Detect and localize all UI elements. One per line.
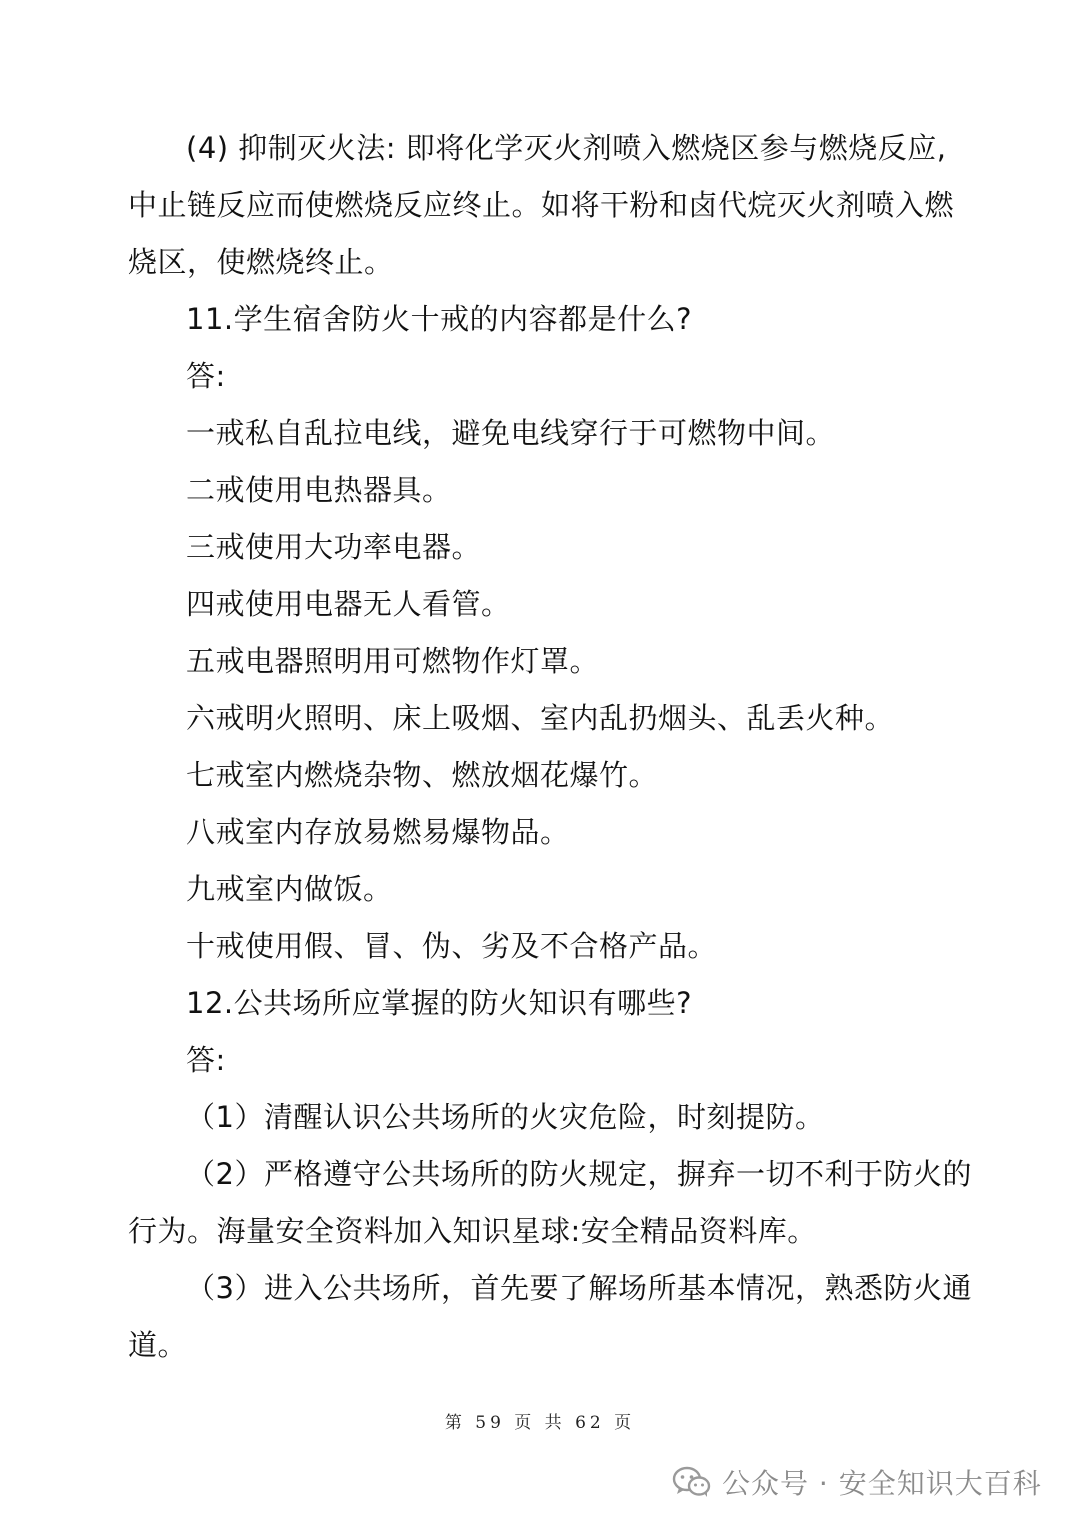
paragraph-line: （1）清醒认识公共场所的火灾危险，时刻提防。 <box>186 1100 825 1134</box>
paragraph-line: （3）进入公共场所，首先要了解场所基本情况，熟悉防火通 <box>186 1271 972 1305</box>
question-heading: 12.公共场所应掌握的防火知识有哪些? <box>186 986 693 1020</box>
paragraph-line: 行为。海量安全资料加入知识星球:安全精品资料库。 <box>128 1214 817 1248</box>
list-item: 五戒电器照明用可燃物作灯罩。 <box>186 644 600 678</box>
list-item: 七戒室内燃烧杂物、燃放烟花爆竹。 <box>186 758 659 792</box>
list-item: 一戒私自乱拉电线，避免电线穿行于可燃物中间。 <box>186 416 836 450</box>
answer-label: 答: <box>186 359 226 393</box>
paragraph-line: 中止链反应而使燃烧反应终止。如将干粉和卤代烷灭火剂喷入燃 <box>128 188 955 222</box>
list-item: 八戒室内存放易燃易爆物品。 <box>186 815 570 849</box>
page-number-footer: 第 59 页 共 62 页 <box>444 1413 636 1433</box>
list-item: 九戒室内做饭。 <box>186 872 393 906</box>
list-item: 六戒明火照明、床上吸烟、室内乱扔烟头、乱丢火种。 <box>186 701 895 735</box>
list-item: 二戒使用电热器具。 <box>186 473 452 507</box>
question-heading: 11.学生宿舍防火十戒的内容都是什么? <box>186 302 693 336</box>
watermark <box>672 1462 1042 1502</box>
list-item: 十戒使用假、冒、伪、劣及不合格产品。 <box>186 929 718 963</box>
list-item: 三戒使用大功率电器。 <box>186 530 482 564</box>
paragraph-line: （2）严格遵守公共场所的防火规定，摒弃一切不利于防火的 <box>186 1157 972 1191</box>
wechat-icon <box>672 1466 712 1498</box>
paragraph-line: (4) 抑制灭火法: 即将化学灭火剂喷入燃烧区参与燃烧反应, <box>186 131 947 165</box>
watermark-text: 公众号 · 安全知识大百科 <box>722 1467 1042 1500</box>
paragraph-line: 道。 <box>128 1328 188 1362</box>
answer-label: 答: <box>186 1043 226 1077</box>
paragraph-line: 烧区，使燃烧终止。 <box>128 245 394 279</box>
list-item: 四戒使用电器无人看管。 <box>186 587 511 621</box>
